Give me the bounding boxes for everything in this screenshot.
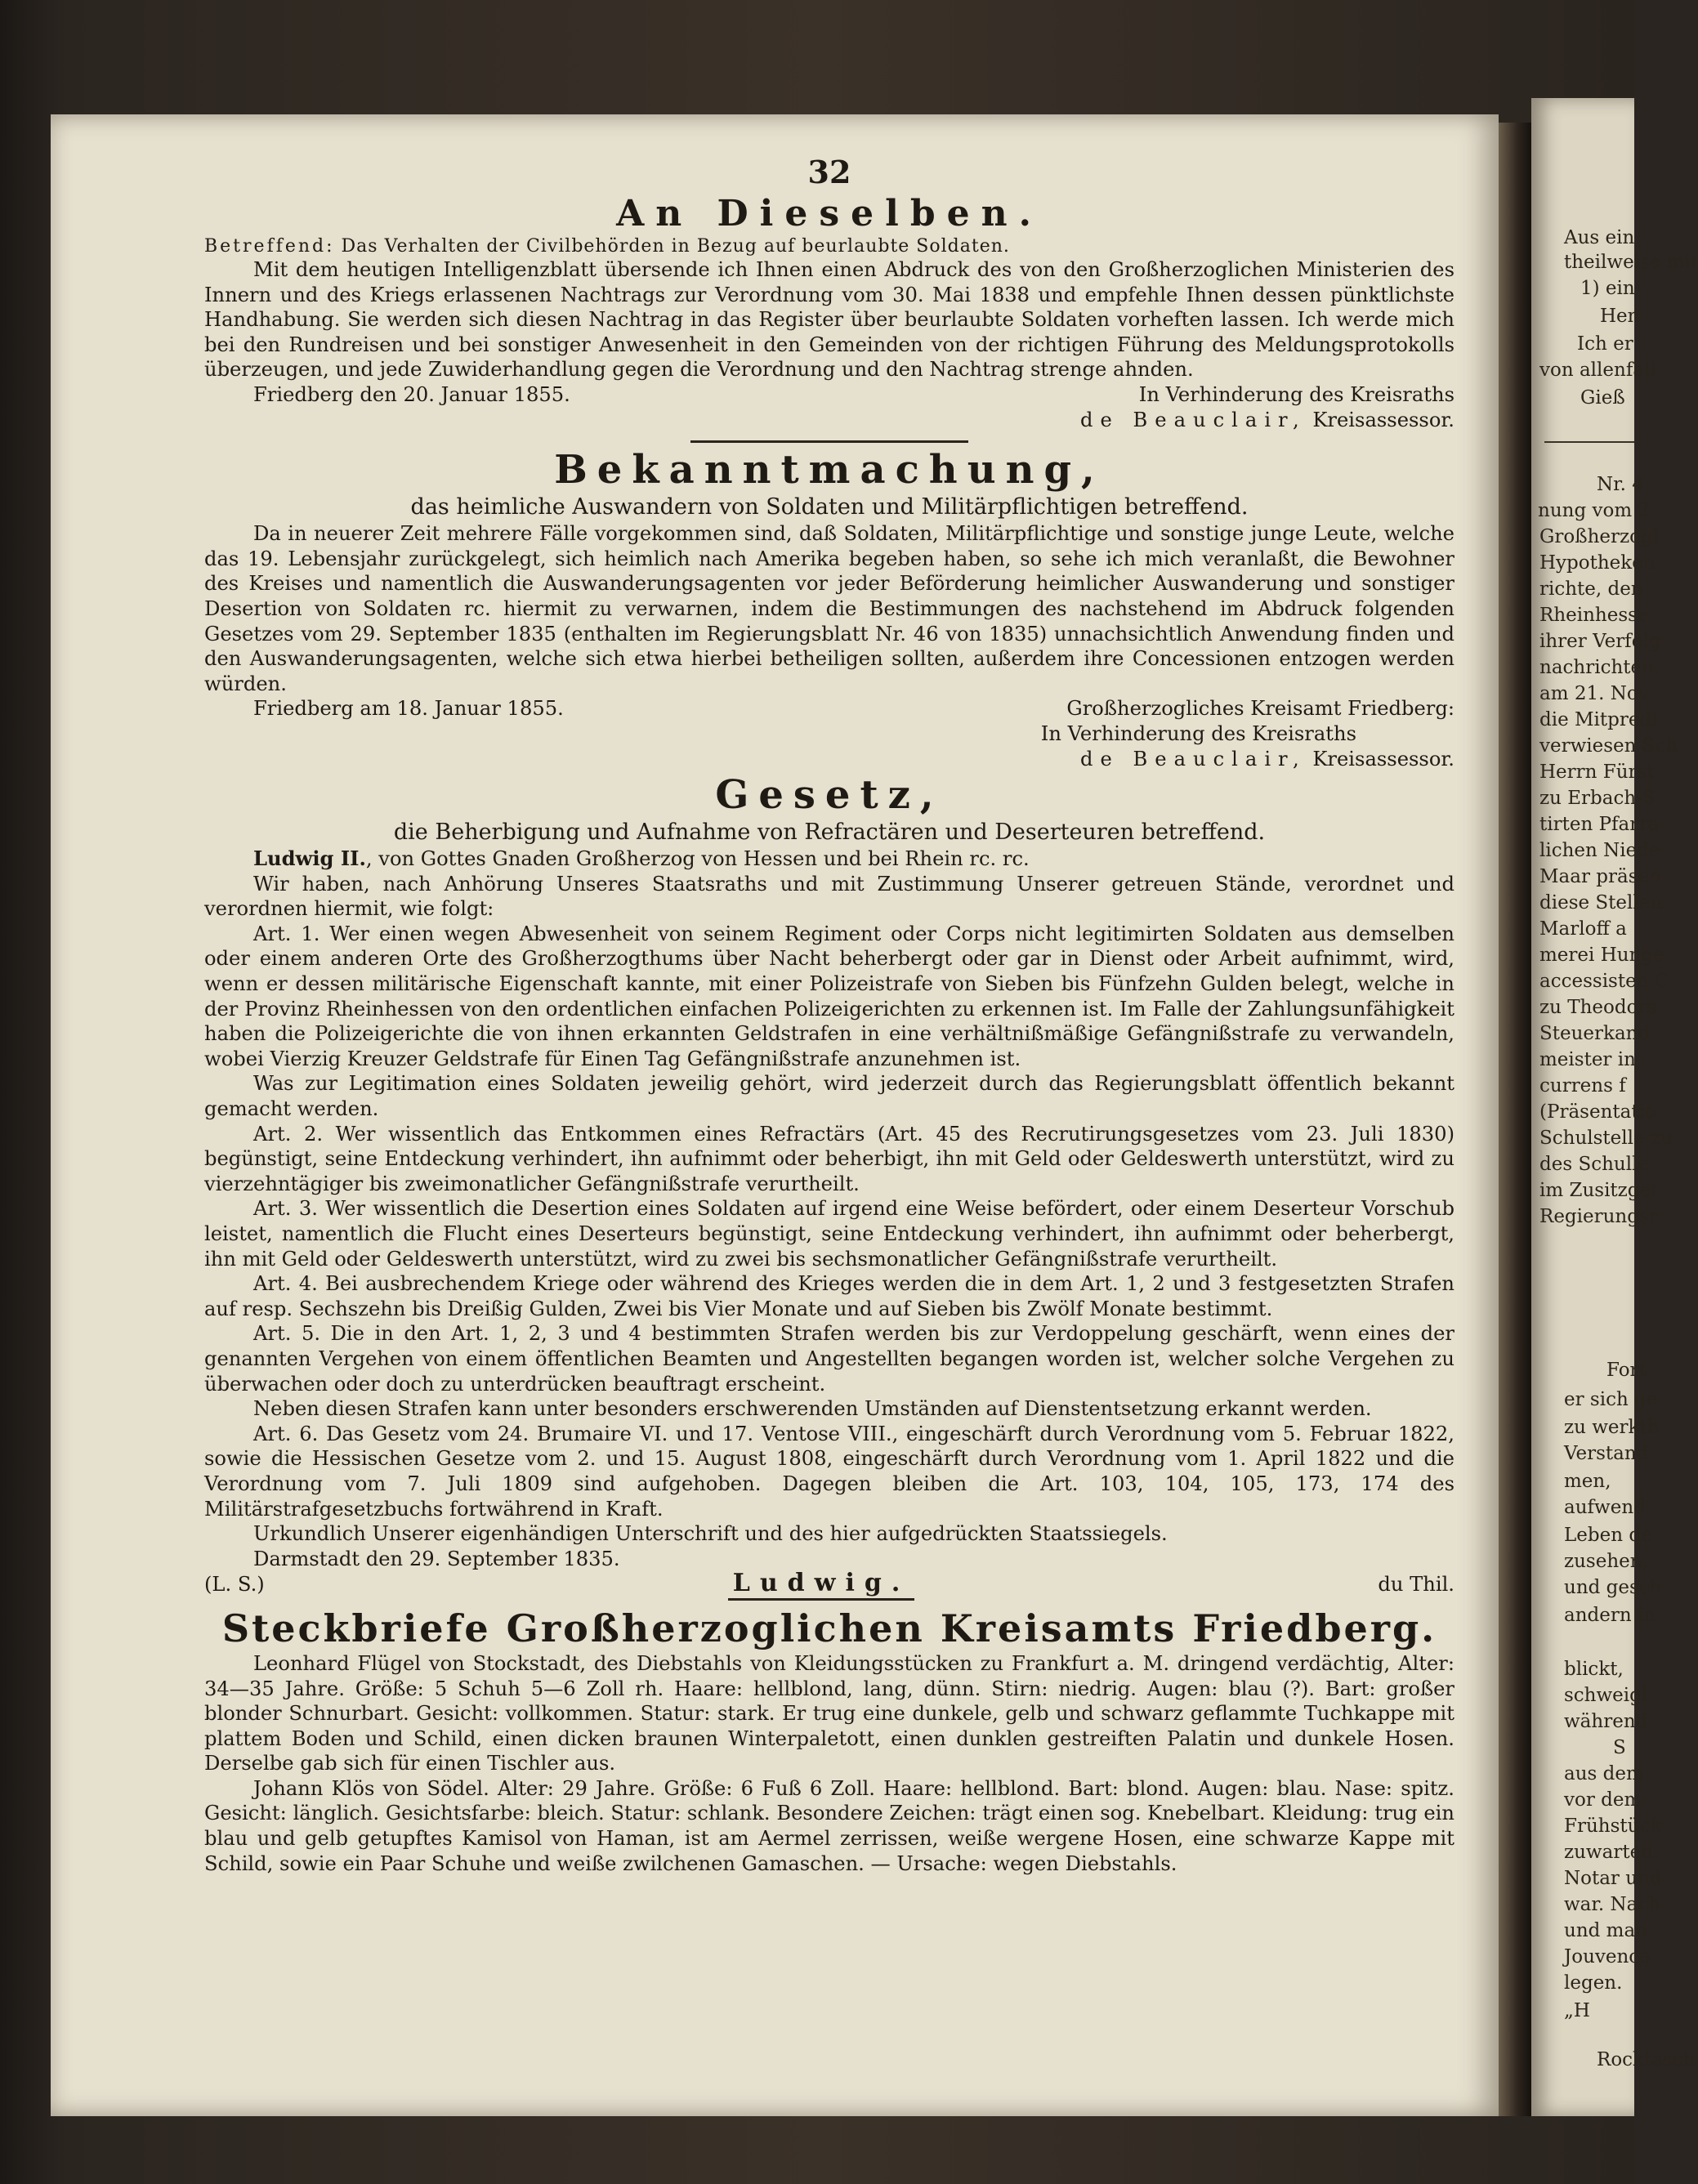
adjacent-fragment: aufwend — [1564, 1497, 1646, 1518]
adjacent-fragment: men, — [1564, 1471, 1611, 1492]
adjacent-fragment: Rocktasch — [1597, 2049, 1696, 2070]
adjacent-fragment: Verstand — [1564, 1443, 1649, 1464]
signature-title: Kreisassessor. — [1312, 408, 1454, 431]
adjacent-fragment: Marloff a — [1539, 918, 1627, 940]
section-heading: Bekanntmachung, — [554, 447, 1105, 494]
adjacent-fragment: Schulstelle zu — [1539, 1128, 1673, 1149]
law-article-5: Art. 5. Die in den Art. 1, 2, 3 und 4 bestimmten Strafen werden bis zur Verdoppelung geschärft, wenn eines der genannten Vergehen von einem öffentlichen Beamten und Angestellten begangen worden ist, welcher solche Vergehen zu überwachen oder doch zu unterdrücken beauftragt erscheint. — [204, 1322, 1454, 1396]
adjacent-fragment: und gesch — [1564, 1577, 1662, 1598]
adjacent-fragment: er sich ge — [1564, 1389, 1658, 1410]
section-body: Da in neuerer Zeit mehrere Fälle vorgekommen sind, daß Soldaten, Militärpflichtige und sonstige junge Leute, welche das 19. Lebensjahr zurückgelegt, sich heimlich nach Amerika begeben haben, so sehe ich mich veranlaßt, die Bewohner des Kreises und namentlich die Auswanderungsagenten vor jeder Beförderung heimlicher Auswanderung und sonstiger Desertion von Soldaten rc. hiermit zu verwarnen, indem die Bestimmungen des nachstehend im Abdruck folgenden Gesetzes vom 29. September 1835 (enthalten im Regierungsblatt Nr. 46 von 1835) unnachsichtlich Anwendung finden und den Auswanderungsagenten, welche sich etwa hierbei betheiligen sollten, außerdem ihre Concessionen entzogen werden würden. — [204, 522, 1454, 695]
betreff-line — [204, 235, 1454, 257]
signature-name: de Beauclair, — [1080, 408, 1307, 431]
section-heading: Steckbriefe Großherzoglichen Kreisamts Friedberg. — [221, 1606, 1437, 1650]
page-number: 32 — [807, 154, 851, 190]
adjacent-fragment: Hen — [1600, 306, 1640, 327]
adjacent-fragment: diese Stellen — [1539, 892, 1663, 913]
adjacent-fragment: nachrichten. — [1539, 657, 1660, 678]
law-article-5-note: Neben diesen Strafen kann unter besonders erschwerenden Umständen auf Dienstentsetzung erkannt werden. — [253, 1397, 1372, 1421]
adjacent-fragment: von allenfall — [1539, 360, 1656, 381]
adjacent-fragment: die Mitpredi — [1539, 709, 1658, 730]
sovereign-title: , von Gottes Gnaden Großherzog von Hessen und bei Rhein rc. rc. — [365, 847, 1030, 871]
adjacent-fragment: Hypotheken — [1539, 552, 1656, 574]
signature-block — [204, 408, 1454, 433]
wanted-notice-2: Johann Klös von Södel. Alter: 29 Jahre. Größe: 6 Fuß 6 Zoll. Haare: hellblond. Bart: blond. Augen: blau. Nase: spitz. Gesicht: länglich. Gesichtsfarbe: bleich. Statur: schlank. Besondere Zeichen: trägt einen sog. Knebelbart. Kleidung: trug ein blau und gelb getupftes Kamisol von Haman, ist am Aermel zerrissen, weiße wergene Hosen, eine schwarze Kappe mit Schild, sowie ein Paar Schuhe und weiße zwilchenen Gamaschen. — Ursache: wegen Diebstahls. — [204, 1776, 1454, 1875]
adjacent-fragment: zu Erbach-S — [1539, 788, 1656, 809]
adjacent-fragment: lichen Niede — [1539, 840, 1660, 861]
countersignature: du Thil. — [1378, 1573, 1454, 1597]
law-closing: Urkundlich Unserer eigenhändigen Unterschrift und des hier aufgedrückten Staatssiegels. — [253, 1522, 1168, 1546]
adjacent-fragment: currens f — [1539, 1075, 1626, 1096]
law-article-1-note: Was zur Legitimation eines Soldaten jeweilig gehört, wird jederzeit durch das Regierungsblatt öffentlich bekannt gemacht werden. — [204, 1072, 1454, 1121]
law-article-1: Art. 1. Wer einen wegen Abwesenheit von seinem Regiment oder Corps nicht legitimirten Soldaten aus demselben oder einem anderen Orte des Großherzogthums über Nacht beherbergt oder gar in Dienst oder Arbeit aufnimmt, wird, wenn er dessen militärische Eigenschaft kannte, mit einer Polizeistrafe von Sieben bis Fünfzehn Gulden belegt, welche in der Provinz Rheinhessen von den ordentlichen einfachen Polizeigerichten zu erkennen ist. Im Falle der Zahlungsunfähigkeit haben die Polizeigerichte die von ihnen erkannten Geldstrafen in eine verhältnißmäßige Gefängnißstrafe zu verwandeln, wobei Vierzig Kreuzer Geldstrafe für Einen Tag Gefängnißstrafe anzunehmen ist. — [204, 922, 1454, 1070]
section-subject: das heimliche Auswandern von Soldaten und Militärpflichtigen betreffend. — [410, 494, 1249, 520]
adjacent-fragment: blickt, — [1564, 1659, 1624, 1680]
sovereign-name: Ludwig II. — [253, 846, 366, 871]
place-date: Friedberg am 18. Januar 1855. — [253, 697, 564, 721]
adjacent-fragment: am 21. Nov — [1539, 683, 1649, 704]
place-date: Darmstadt den 29. September 1835. — [253, 1547, 620, 1570]
adjacent-fragment: vor dem — [1564, 1789, 1642, 1811]
place-date: Friedberg den 20. Januar 1855. — [253, 382, 570, 406]
adjacent-fragment: Großherzogl — [1539, 526, 1660, 547]
adjacent-page — [1531, 98, 1698, 2116]
signature-title: Kreisassessor. — [1312, 747, 1454, 770]
adjacent-fragment: „H — [1564, 2000, 1590, 2021]
adjacent-fragment: Gieß — [1580, 387, 1625, 409]
adjacent-fragment: verwiesen Sch — [1539, 735, 1678, 757]
adjacent-rule — [1544, 441, 1634, 443]
adjacent-fragment: S — [1613, 1737, 1626, 1758]
adjacent-fragment: schweigl — [1564, 1685, 1648, 1706]
law-article-4: Art. 4. Bei ausbrechendem Kriege oder während des Krieges werden die in dem Art. 1, 2 und 3 festgesetzten Strafen auf resp. Sechszehn bis Dreißig Gulden, Zwei bis Vier Monate und auf Sieben bis Zwölf Monate bestimmt. — [204, 1272, 1454, 1320]
section-heading: Gesetz, — [715, 772, 944, 819]
adjacent-fragment: und man — [1564, 1920, 1647, 1941]
adjacent-fragment: des Schulle — [1539, 1154, 1650, 1175]
section-divider — [690, 440, 968, 443]
adjacent-fragment: theilweise mit — [1564, 252, 1698, 273]
section-subject: die Beherbigung und Aufnahme von Refractären und Deserteuren betreffend. — [393, 820, 1266, 846]
section-heading: An Dieselben. — [616, 193, 1043, 234]
adjacent-fragment: Notar und — [1564, 1868, 1662, 1889]
adjacent-fragment: (Präsentatio — [1539, 1101, 1656, 1123]
book-gutter — [1499, 123, 1531, 2116]
section-steckbriefe — [204, 1606, 1454, 1876]
section-an-dieselben — [204, 193, 1454, 432]
adjacent-fragment: Rheinhesse — [1539, 605, 1649, 626]
seal-mark: (L. S.) — [204, 1573, 265, 1597]
signature-name: de Beauclair, — [1080, 747, 1307, 770]
signature-line: Großherzogliches Kreisamt Friedberg: — [1066, 697, 1454, 721]
adjacent-fragment: zusehen, — [1564, 1551, 1648, 1572]
law-preamble: Wir haben, nach Anhörung Unseres Staatsraths und mit Zustimmung Unserer getreuen Stände, verordnet und verordnen hiermit, wie folgt: — [204, 872, 1454, 921]
adjacent-fragment: Frühstück — [1564, 1816, 1662, 1837]
section-bekanntmachung — [204, 446, 1454, 771]
betreff-label: Betreffend: — [204, 236, 335, 257]
adjacent-fragment: andern in — [1564, 1605, 1656, 1626]
adjacent-fragment: zu Theodors — [1539, 997, 1657, 1018]
adjacent-fragment: meister in — [1539, 1049, 1636, 1070]
adjacent-fragment: zuwarten. — [1564, 1842, 1660, 1863]
section-body: Mit dem heutigen Intelligenzblatt übersende ich Ihnen einen Abdruck des von den Großherzoglichen Ministerien des Innern und des Kriegs erlassenen Nachtrags zur Verordnung vom 30. Mai 1838 und empfehle Ihnen dessen pünktlichste Handhabung. Sie werden sich diesen Nachtrag in das Register über beurlaubte Soldaten vorheften lassen. Ich werde mich bei den Rundreisen und bei sonstiger Anwesenheit in den Gemeinden von der richtigen Führung des Meldungsprotokolls überzeugen, und jede Zuwiderhandlung gegen die Verordnung und den Nachtrag strenge ahnden. — [204, 258, 1454, 382]
place-date-row — [204, 696, 1454, 721]
adjacent-fragment: Nr. 4 — [1597, 474, 1644, 495]
adjacent-fragment: tirten Pfarra — [1539, 814, 1659, 835]
law-article-6: Art. 6. Das Gesetz vom 24. Brumaire VI. und 17. Ventose VIII., eingeschärft durch Verordnung vom 5. Februar 1822, sowie die Hessischen Gesetze vom 2. und 15. August 1808, eingeschärft durch Verordnung vom 1. April 1822 und die Verordnung vom 7. Juli 1809 sind aufgehoben. Dagegen bleiben die Art. 103, 104, 105, 173, 174 des Militärstrafgesetzbuchs fortwährend in Kraft. — [204, 1422, 1454, 1521]
adjacent-fragment: ihrer Verfolg — [1539, 631, 1661, 652]
adjacent-fragment: merei Hunge — [1539, 945, 1664, 966]
adjacent-fragment: Leben de — [1564, 1525, 1652, 1546]
signature-line: In Verhinderung des Kreisraths — [1040, 721, 1356, 745]
page-content — [204, 154, 1454, 1876]
adjacent-fragment: Fort — [1606, 1360, 1647, 1381]
adjacent-fragment: Herrn Fürst — [1539, 761, 1655, 783]
law-article-3: Art. 3. Wer wissentlich die Desertion eines Soldaten auf irgend eine Weise befördert, oder einem Deserteur Vorschub leistet, namentlich die Flucht eines Deserteurs begünstigt, seine Entdeckung verhindert, ihn aufnimmt oder beherbergt, ihn mit Geld oder Geldeswerth unterstützt, wird zu zwei bis sechsmonatlicher Gefängnißstrafe verurtheilt. — [204, 1197, 1454, 1271]
adjacent-fragment: richte, den — [1539, 578, 1643, 600]
adjacent-fragment: während — [1564, 1711, 1648, 1732]
adjacent-fragment: Maar präsen — [1539, 866, 1661, 887]
ludwig-intro — [204, 846, 1454, 872]
adjacent-fragment: zu werkth — [1564, 1417, 1660, 1438]
betreff-text: Das Verhalten der Civilbehörden in Bezug auf beurlaubte Soldaten. — [341, 236, 1010, 257]
adjacent-fragment: 1) ein — [1580, 278, 1635, 299]
adjacent-fragment: im Zusitzget — [1539, 1180, 1659, 1201]
adjacent-fragment: legen. — [1564, 1972, 1623, 1994]
adjacent-fragment: Jouvence — [1564, 1946, 1651, 1967]
adjacent-fragment: Steuerkand — [1539, 1023, 1651, 1044]
place-date-row — [204, 382, 1454, 408]
signature-block — [204, 747, 1454, 772]
law-signature-row — [204, 1571, 1454, 1601]
adjacent-fragment: war. Nach — [1564, 1894, 1661, 1915]
section-gesetz — [204, 771, 1454, 1601]
wanted-notice-1: Leonhard Flügel von Stockstadt, des Diebstahls von Kleidungsstücken zu Frankfurt a. M. dringend verdächtig, Alter: 34—35 Jahre. Größe: 5 Schuh 5—6 Zoll rh. Haare: hellblond, lang, dünn. Stirn: niedrig. Augen: blau (?). Bart: großer blonder Schnurbart. Gesicht: vollkommen. Statur: stark. Er trug eine dunkele, gelb und schwarz geflammte Tuchkappe mit plattem Boden und Schild, einen dicken braunen Winterpaletott, einen dunklen gestreiften Palatin und dunkele Hosen. Derselbe gab sich für einen Tischler aus. — [204, 1651, 1454, 1775]
adjacent-fragment: Aus ein — [1564, 227, 1635, 248]
adjacent-fragment: aus dem — [1564, 1763, 1644, 1784]
signature-line: In Verhinderung des Kreisraths — [1138, 382, 1454, 406]
adjacent-fragment: Ich er — [1577, 333, 1633, 355]
sovereign-signature: Ludwig. — [728, 1571, 915, 1601]
law-article-2: Art. 2. Wer wissentlich das Entkommen eines Refractärs (Art. 45 des Recrutirungsgesetzes vom 23. Juli 1830) begünstigt, seine Entdeckung verhindert, ihn aufnimmt oder beherbigt, ihn mit Geld oder Geldeswerth unterstützt, wird zu vierzehntägiger bis zweimonatlicher Gefängnißstrafe verurtheilt. — [204, 1122, 1454, 1195]
adjacent-fragment: Regierungsr — [1539, 1206, 1658, 1227]
adjacent-fragment: nung vom 2. — [1538, 500, 1656, 521]
adjacent-fragment: accessisten C — [1539, 971, 1669, 992]
